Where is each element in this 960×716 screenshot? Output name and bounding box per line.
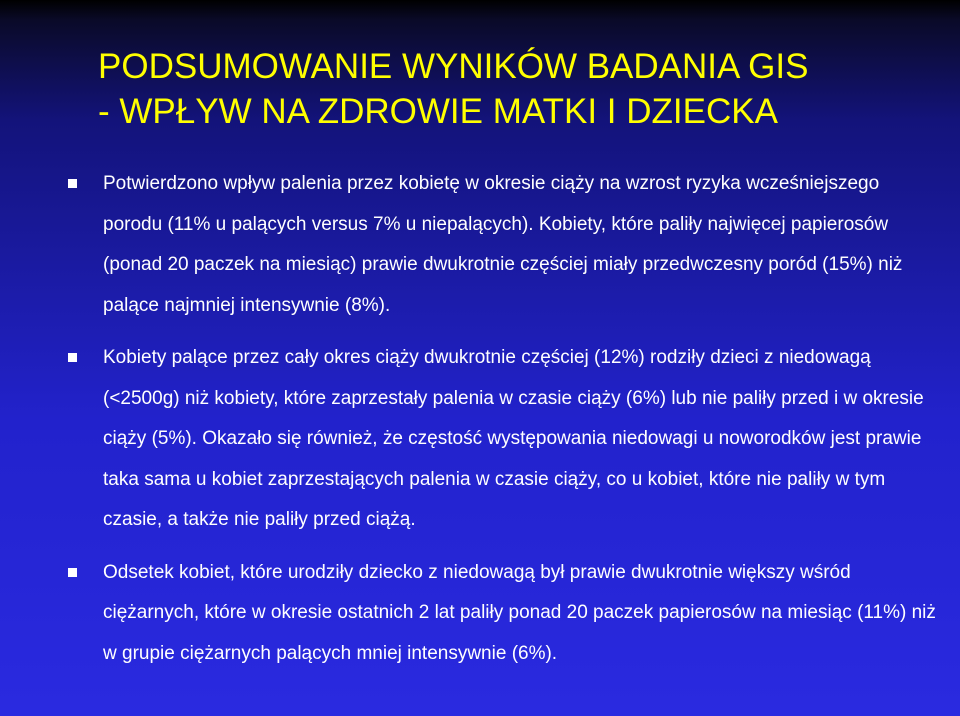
bullet-item: [0, 553, 936, 675]
bullet-line: ciężarnych, które w okresie ostatnich 2 lat paliły ponad 20 paczek papierosów na miesiąc (11%) niż: [103, 602, 936, 623]
bullet-line: (<2500g) niż kobiety, które zaprzestały palenia w czasie ciąży (6%) lub nie paliły przed i w okresie: [103, 387, 924, 409]
bullet-line: (ponad 20 paczek na miesiąc) prawie dwukrotnie częściej miały przedwczesny poród (15%) niż: [103, 254, 903, 275]
bullet-line: Kobiety palące przez cały okres ciąży dwukrotnie częściej (12%) rodziły dzieci z niedowagą: [103, 347, 871, 368]
title-line: - WPŁYW NA ZDROWIE MATKI I DZIECKA: [98, 92, 778, 131]
square-bullet-icon: [68, 179, 77, 188]
slide-title: [98, 44, 918, 134]
bullet-item: [0, 164, 903, 326]
bullet-line: w grupie ciężarnych palących mniej intensywnie (6%).: [103, 642, 558, 664]
bullet-line: palące najmniej intensywnie (8%).: [103, 294, 391, 316]
bullet-line: Odsetek kobiet, które urodziły dziecko z niedowagą był prawie dwukrotnie większy wśród: [103, 561, 851, 583]
bullet-line: ciąży (5%). Okazało się również, że częstość występowania niedowagi u noworodków jest prawie: [103, 428, 922, 449]
bullet-line: porodu (11% u palących versus 7% u niepalących). Kobiety, które paliły najwięcej papierosów: [103, 213, 889, 235]
square-bullet-icon: [68, 353, 77, 362]
bullet-line: czasie, a także nie paliły przed ciążą.: [103, 509, 416, 530]
bullet-list: [0, 164, 960, 686]
bullet-item: [0, 338, 924, 541]
bullet-line: Potwierdzono wpływ palenia przez kobietę w okresie ciąży na wzrost ryzyka wcześniejszego: [103, 173, 880, 194]
title-line: PODSUMOWANIE WYNIKÓW BADANIA GIS: [98, 47, 809, 86]
square-bullet-icon: [68, 568, 77, 577]
bullet-line: taka sama u kobiet zaprzestających palenia w czasie ciąży, co u kobiet, które nie paliły w tym: [103, 468, 886, 490]
